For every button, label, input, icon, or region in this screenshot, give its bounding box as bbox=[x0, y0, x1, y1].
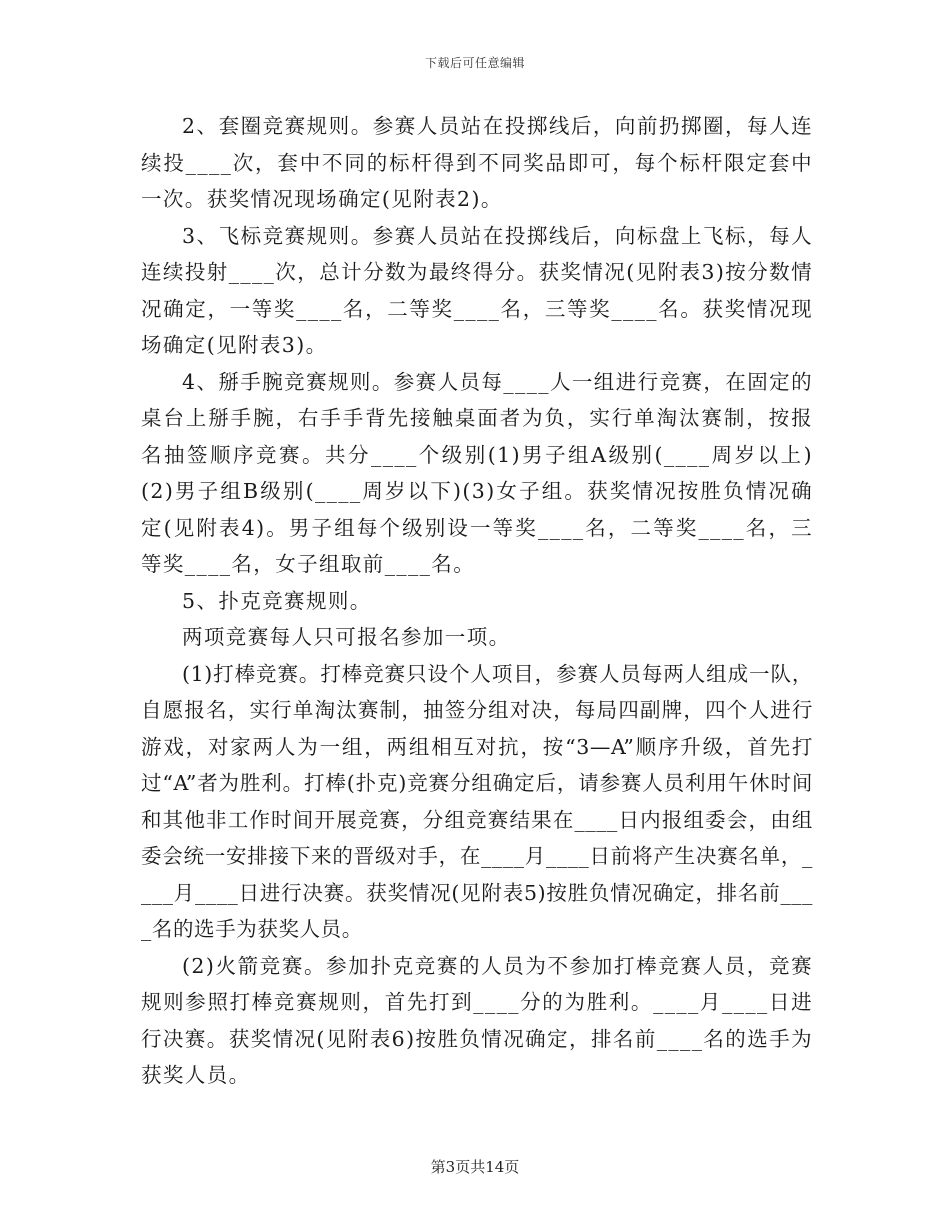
paragraph-dabang-rules: (1)打棒竞赛。打棒竞赛只设个人项目，参赛人员每两人组成一队，自愿报名，实行单淘汰赛制，抽签分组对决，每局四副牌，四个人进行游戏，对家两人为一组，两组相互对抗，按“3—A”顺序升级，首先打过“A”者为胜利。打棒(扑克)竞赛分组确定后，请参赛人员利用午休时间和其他非工作时间开展竞赛，分组竞赛结果在____日内报组委会，由组委会统一安排接下来的晋级对手，在____月____日前将产生决赛名单，____月____日进行决赛。获奖情况(见附表5)按胜负情况确定，排名前____名的选手为获奖人员。 bbox=[141, 661, 813, 941]
paragraph-poker-rules-heading: 5、扑克竞赛规则。 bbox=[182, 588, 372, 613]
paragraph-darts-rules: 3、飞标竞赛规则。参赛人员站在投掷线后，向标盘上飞标，每人连续投射____次，总计分数为最终得分。获奖情况(见附表3)按分数情况确定，一等奖____名，二等奖____名，三等奖____名。获奖情况现场确定(见附表3)。 bbox=[141, 223, 813, 357]
paragraph-rocket-rules: (2)火箭竞赛。参加扑克竞赛的人员为不参加打棒竞赛人员，竞赛规则参照打棒竞赛规则，首先打到____分的为胜利。____月____日进行决赛。获奖情况(见附表6)按胜负情况确定，排名前____名的选手为获奖人员。 bbox=[141, 953, 813, 1087]
paragraph-arm-wrestling-rules: 4、掰手腕竞赛规则。参赛人员每____人一组进行竞赛，在固定的桌台上掰手腕，右手手背先接触桌面者为负，实行单淘汰赛制，按报名抽签顺序竞赛。共分____个级别(1)男子组A级别(____周岁以上)(2)男子组B级别(____周岁以下)(3)女子组。获奖情况按胜负情况确定(见附表4)。男子组每个级别设一等奖____名，二等奖____名，三等奖____名，女子组取前____名。 bbox=[141, 369, 813, 576]
page-header: 下载后可任意编辑 bbox=[424, 56, 525, 70]
paragraph-poker-entry-note: 两项竞赛每人只可报名参加一项。 bbox=[182, 625, 511, 649]
document-body bbox=[141, 108, 813, 1094]
page-number: 第3页共14页 bbox=[430, 1158, 520, 1176]
paragraph-ring-toss-rules: 2、套圈竞赛规则。参赛人员站在投掷线后，向前扔掷圈，每人连续投____次，套中不同的标杆得到不同奖品即可，每个标杆限定套中一次。获奖情况现场确定(见附表2)。 bbox=[141, 114, 813, 211]
